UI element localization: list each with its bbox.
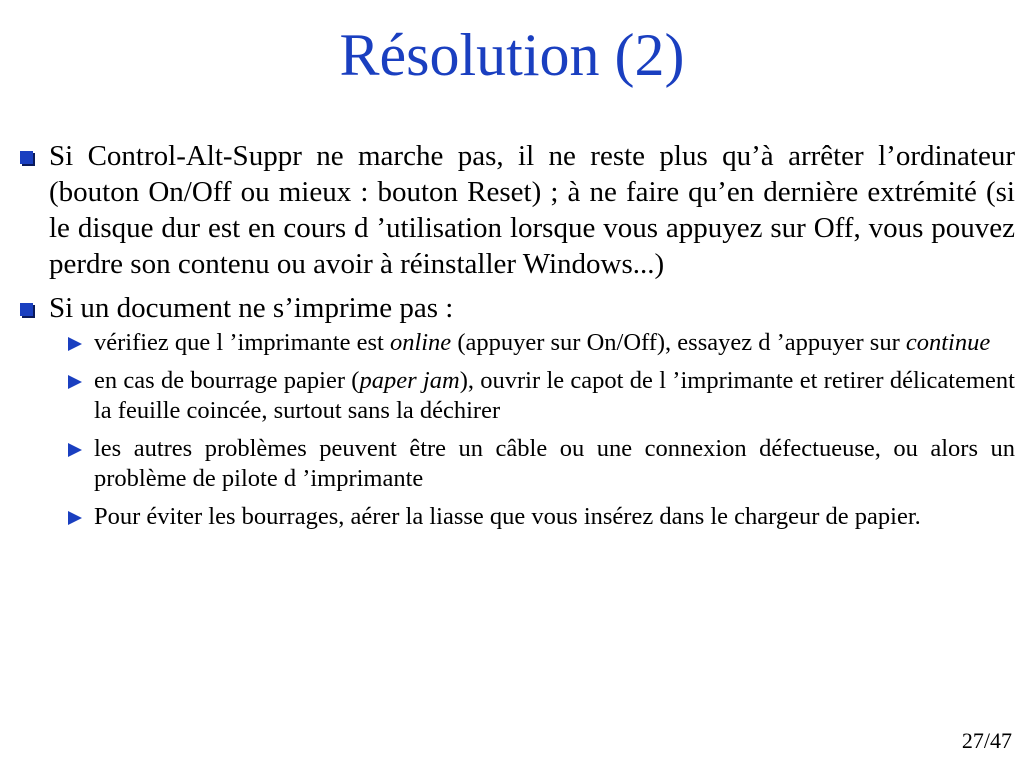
sub-bullet-italic: continue xyxy=(905,329,991,356)
sub-bullet-italic: paper jam xyxy=(359,367,460,394)
sub-bullet-text: (appuyer sur On/Off), essayez d ’appuyer sur xyxy=(451,329,906,356)
slide-content xyxy=(20,138,1015,540)
slide-title: Résolution (2) xyxy=(339,22,685,88)
arrow-bullet-icon xyxy=(68,375,82,389)
sub-bullet-item xyxy=(20,328,1015,358)
sub-bullet-item xyxy=(20,502,1015,532)
page-number: 27/47 xyxy=(961,728,1012,753)
arrow-bullet-icon xyxy=(68,337,82,351)
square-bullet-icon xyxy=(20,303,33,316)
sub-bullet-text: en cas de bourrage papier ( xyxy=(94,367,360,394)
bullet-item xyxy=(20,138,1015,282)
sub-bullet-text: ), ouvrir le capot de l ’imprimante et retirer délicatement la feuille coincée, surtout sans la déchirer xyxy=(94,367,1015,424)
sub-bullet-text: les autres problèmes peuvent être un câble ou une connexion défectueuse, ou alors un problème de pilote d ’imprimante xyxy=(94,435,1015,492)
bullet-item xyxy=(20,290,1015,326)
sub-bullet-text: Pour éviter les bourrages, aérer la liasse que vous insérez dans le chargeur de papier. xyxy=(94,503,921,530)
bullet-text: Si Control-Alt-Suppr ne marche pas, il ne reste plus qu’à arrêter l’ordinateur (bouton On/Off ou mieux : bouton Reset) ; à ne faire qu’en dernière extrémité (si le disque dur est en cours d ’utilisation lorsque vous appuyez sur Off, vous pouvez perdre son contenu ou avoir à réinstaller Windows...) xyxy=(49,140,1015,280)
arrow-bullet-icon xyxy=(68,511,82,525)
arrow-bullet-icon xyxy=(68,443,82,457)
sub-bullet-item xyxy=(20,366,1015,426)
bullet-text: Si un document ne s’imprime pas : xyxy=(49,292,454,324)
sub-bullet-text: vérifiez que l ’imprimante est xyxy=(94,329,390,356)
sub-bullet-item xyxy=(20,434,1015,494)
square-bullet-icon xyxy=(20,151,33,164)
sub-bullet-italic: online xyxy=(389,329,452,356)
